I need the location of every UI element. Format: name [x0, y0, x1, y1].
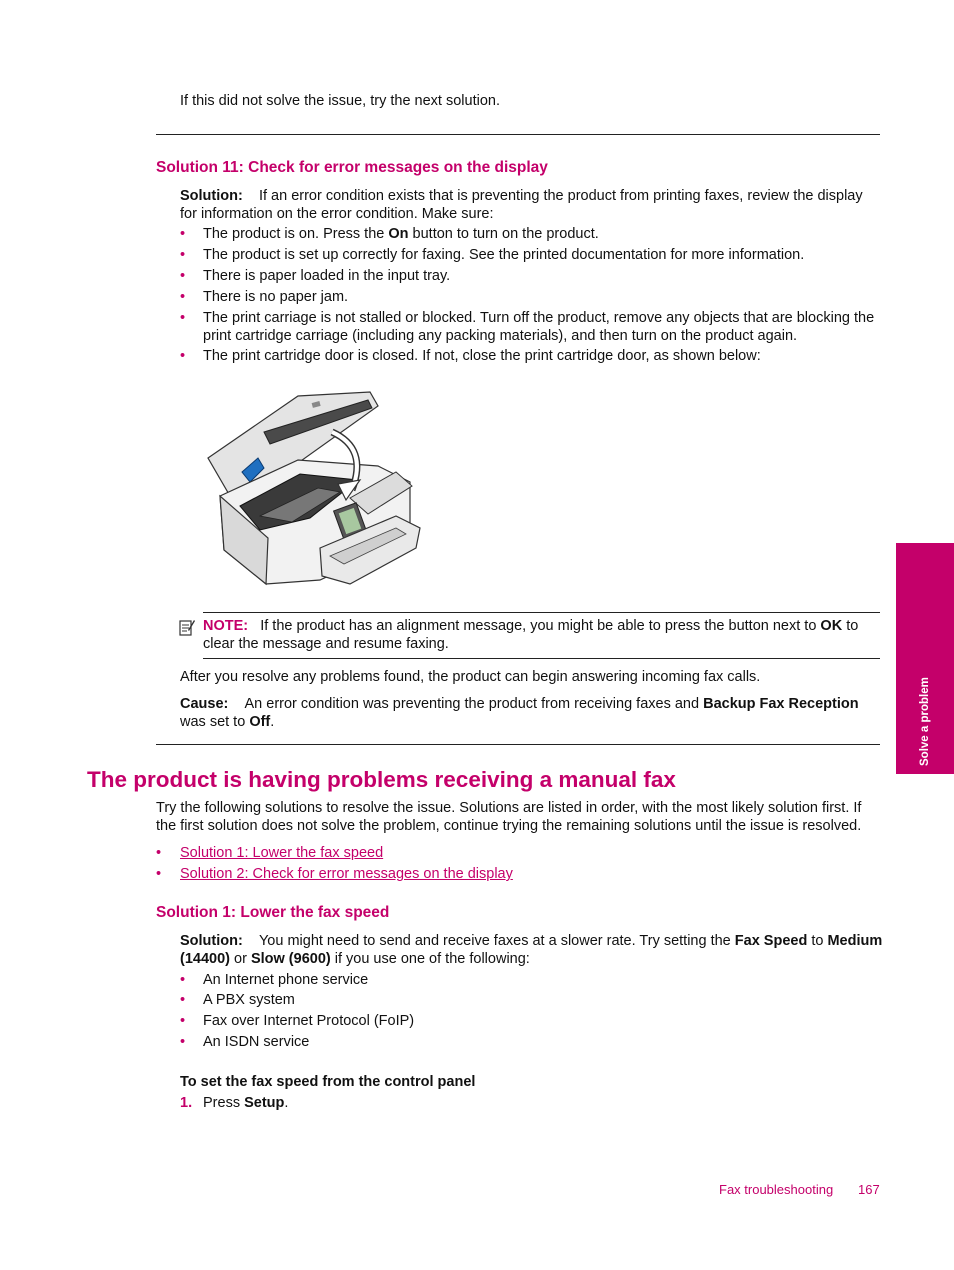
list-item: Fax over Internet Protocol (FoIP) — [203, 1013, 415, 1029]
solution-11-heading: Solution 11: Check for error messages on the display — [156, 159, 548, 176]
bullet-marker: • — [180, 992, 186, 1008]
note-icon — [179, 618, 195, 636]
note-label: NOTE: — [203, 618, 249, 634]
step-text: Press Setup. — [203, 1095, 289, 1111]
note-bottom-rule — [203, 658, 880, 659]
list-item: An ISDN service — [203, 1034, 310, 1050]
page-number: 167 — [858, 1182, 880, 1197]
bullet-marker: • — [180, 348, 186, 364]
list-item: The print carriage is not stalled or blocked. Turn off the product, remove any objects that are blocking the print cartridge carriage (including any packing materials), and then turn on the product again. — [203, 310, 875, 344]
note-text: NOTE: If the product has an alignment message, you might be able to press the button next to OK to clear the message and resume faxing. — [203, 618, 859, 652]
bullet-marker: • — [156, 845, 162, 861]
section-intro: Try the following solutions to resolve the issue. Solutions are listed in order, with the most likely solution first. If the first solution does not solve the problem, continue trying the remaining solutions until the issue is resolved. — [156, 800, 862, 834]
bullet-marker: • — [180, 268, 186, 284]
bullet-marker: • — [180, 972, 186, 988]
link-solution-2[interactable]: Solution 2: Check for error messages on the display — [180, 866, 513, 882]
cause-paragraph: Cause: An error condition was preventing the product from receiving faxes and Backup Fax Reception was set to Off. — [180, 696, 859, 730]
bullet-marker: • — [180, 247, 186, 263]
solution-label: Solution: — [180, 933, 243, 949]
side-tab — [896, 543, 954, 774]
solution-1-heading: Solution 1: Lower the fax speed — [156, 904, 390, 921]
section-heading: The product is having problems receiving a manual fax — [87, 767, 676, 792]
top-note: If this did not solve the issue, try the next solution. — [180, 93, 500, 109]
step-number: 1. — [180, 1095, 193, 1111]
list-item: The product is on. Press the On button to turn on the product. — [203, 226, 599, 242]
bullet-marker: • — [180, 226, 186, 242]
bullet-marker: • — [180, 289, 186, 305]
bullet-marker: • — [180, 1034, 186, 1050]
link-solution-1[interactable]: Solution 1: Lower the fax speed — [180, 845, 384, 861]
cause-label: Cause: — [180, 696, 229, 712]
solution-label: Solution: — [180, 188, 243, 204]
procedure-heading: To set the fax speed from the control panel — [180, 1074, 476, 1090]
solution-11-paragraph — [180, 187, 882, 223]
bullet-marker: • — [156, 866, 162, 882]
solution-text: If an error condition exists that is preventing the product from printing faxes, review the display for information on the error condition. Make sure: — [180, 188, 863, 222]
list-item: An Internet phone service — [203, 972, 369, 988]
list-item: There is no paper jam. — [203, 289, 349, 305]
divider — [156, 134, 880, 135]
list-item: A PBX system — [203, 992, 295, 1008]
divider — [156, 744, 880, 745]
list-item: The product is set up correctly for faxing. See the printed documentation for more information. — [203, 247, 805, 263]
bullet-marker: • — [180, 310, 186, 326]
after-text: After you resolve any problems found, the product can begin answering incoming fax calls. — [180, 669, 761, 685]
list-item: There is paper loaded in the input tray. — [203, 268, 451, 284]
solution-1-paragraph: Solution: You might need to send and receive faxes at a slower rate. Try setting the Fax Speed to Medium (14400) or Slow (9600) if you use one of the following: — [180, 933, 883, 967]
side-tab-label: Solve a problem — [919, 677, 931, 766]
footer-section: Fax troubleshooting — [719, 1182, 834, 1197]
bullet-marker: • — [180, 1013, 186, 1029]
printer-illustration — [200, 388, 425, 603]
note-top-rule — [203, 612, 880, 613]
list-item: The print cartridge door is closed. If not, close the print cartridge door, as shown below: — [203, 348, 761, 364]
